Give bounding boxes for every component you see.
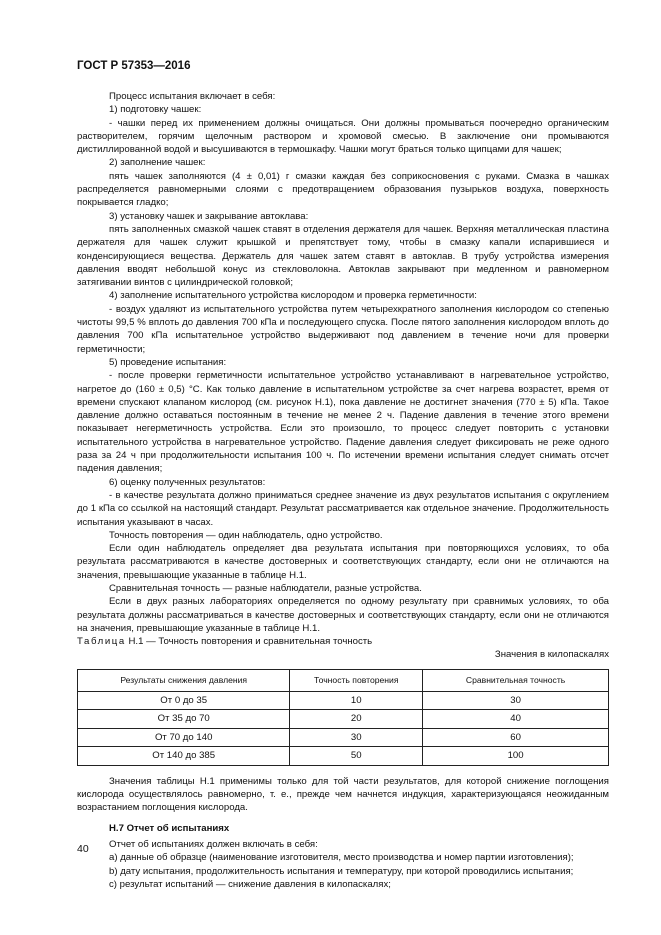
list-item: b) дату испытания, продолжительность испытания и температуру, при которой проводились испытания; [109,865,574,877]
table-row [78,710,609,729]
table-cell: 50 [290,747,423,766]
table-cell: 40 [423,710,609,729]
paragraph: Процесс испытания включает в себя: [109,91,276,102]
table-cell: 20 [290,710,423,729]
precision-table [77,669,609,766]
table-cell: 30 [290,728,423,747]
table-cell: 60 [423,728,609,747]
table-label: Таблица [77,636,126,648]
table-row [78,728,609,747]
table-cell: 30 [423,691,609,710]
column-header: Сравнительная точность [423,669,609,691]
document-body [77,90,609,891]
page-number: 40 [77,843,89,855]
paragraph: - после проверки герметичности испытательное устройство устанавливают в нагревательное устройство, нагретое до (160 ± 0,5) °С. Как только давление в испытательном устройстве за счет нагрева возрастет, время от времени спускают клапаном кислород (см. рисунок Н.1), пока давление не достигнет значения (770 ± 5) кПа. Такое давление должно оставаться постоянным в течение не менее 2 ч. Падение давления в течение этого времени показывает негерметичность устройства. Если это произошло, то процесс следует повторить с установки испытательного устройства в нагревательное устройство. Падение давления следует фиксировать не реже одного раза за 24 ч при продолжительности испытания 100 ч. По истечении времени испытания следует снимать отсчет падения давления; [77,370,609,475]
paragraph: 1) подготовку чашек: [109,104,202,116]
table-cell: 100 [423,747,609,766]
table-row [78,691,609,710]
paragraph: Если в двух разных лабораториях определяется по одному результату при сравнимых условиях, то оба результата должны рассматриваться в качестве достоверных и соответствующих стандарту, если они не отличаются на значения, превышающие указанные в таблице Н.1. [77,596,609,634]
paragraph: 4) заполнение испытательного устройства кислородом и проверка герметичности: [109,290,477,302]
paragraph: - воздух удаляют из испытательного устройства путем четырехкратного заполнения кислородом со степенью чистоты 99,5 % вплоть до давления 700 кПа и последующего спуска. После пятого заполнения кислородом вплоть до давления 700 кПа испытательное устройство выдерживают под давлением в течение ночи для проверки герметичности; [77,303,609,355]
paragraph: Отчет об испытаниях должен включать в себя: [109,838,318,850]
table-row [78,747,609,766]
table-units-note: Значения в килопаскалях [494,649,609,661]
table-title: Н.1 — Точность повторения и сравнительная точность [128,636,373,648]
column-header: Точность повторения [290,669,423,691]
table-cell: От 35 до 70 [78,710,290,729]
paragraph: Сравнительная точность — разные наблюдатели, разные устройства. [109,582,422,594]
table-cell: 10 [290,691,423,710]
paragraph: Значения таблицы Н.1 применимы только для той части результатов, для которой снижение поглощения кислорода осуществлялось равномерно, т. е., прежде чем начнется индукция, характеризующаяся неожиданным возрастанием поглощения кислорода. [77,775,609,814]
paragraph: 5) проведение испытания: [109,356,227,368]
table-cell: От 70 до 140 [78,728,290,747]
paragraph: 6) оценку полученных результатов: [109,476,266,488]
paragraph: Если один наблюдатель определяет два результата испытания при повторяющихся условиях, то оба результата рассматриваются в качестве достоверных и соответствующих стандарту, если они не отличаются на значения, превышающие указанные в таблице Н.1. [77,543,609,581]
paragraph: - в качестве результата должно приниматься среднее значение из двух результатов испытания с округлением до 1 кПа со ссылкой на настоящий стандарт. Результат рассматривается как отдельное значение. Продолжительность испытания указывают в часах. [77,489,609,528]
table-cell: От 0 до 35 [78,691,290,710]
paragraph: 2) заполнение чашек: [109,157,206,169]
table-cell: От 140 до 385 [78,747,290,766]
table-header-row [78,669,609,691]
document-code-header: ГОСТ Р 57353—2016 [77,60,191,72]
list-item: c) результат испытаний — снижение давления в килопаскалях; [109,878,391,890]
column-header: Результаты снижения давления [78,669,290,691]
paragraph: пять заполненных смазкой чашек ставят в отделения держателя для чашек. Верхняя металлическая пластина держателя для чашек служит крышкой и препятствует тому, чтобы в смазку капали испарившиеся и конденсирующиеся вещества. Держатель для чашек затем ставят в автоклав. В трубу устройства измерения давления вводят небольшой конус из стекловолокна. Автоклав закрывают при медленном и равномерном затягивании винтов с цилиндрической головкой; [77,223,609,289]
section-heading: Н.7 Отчет об испытаниях [109,822,230,834]
list-item: a) данные об образце (наименование изготовителя, место производства и номер партии изготовления); [109,852,574,864]
table-caption [77,635,609,648]
paragraph: 3) установку чашек и закрывание автоклава: [109,210,309,222]
paragraph: Точность повторения — один наблюдатель, одно устройство. [109,529,383,541]
paragraph: пять чашек заполняются (4 ± 0,01) г смазки каждая без соприкосновения с руками. Смазка в чашках распределяется равномерными слоями с предотвращением образования пузырьков воздуха, поверхность покрывается гладко; [77,170,609,209]
paragraph: - чашки перед их применением должны очищаться. Они должны промываться поочередно органическим растворителем, горячим щелочным раствором и хромовой смесью. В заключение они промываются дистиллированной водой и высушиваются в термошкафу. Чашки могут браться только щипцами для чашек; [77,117,609,156]
